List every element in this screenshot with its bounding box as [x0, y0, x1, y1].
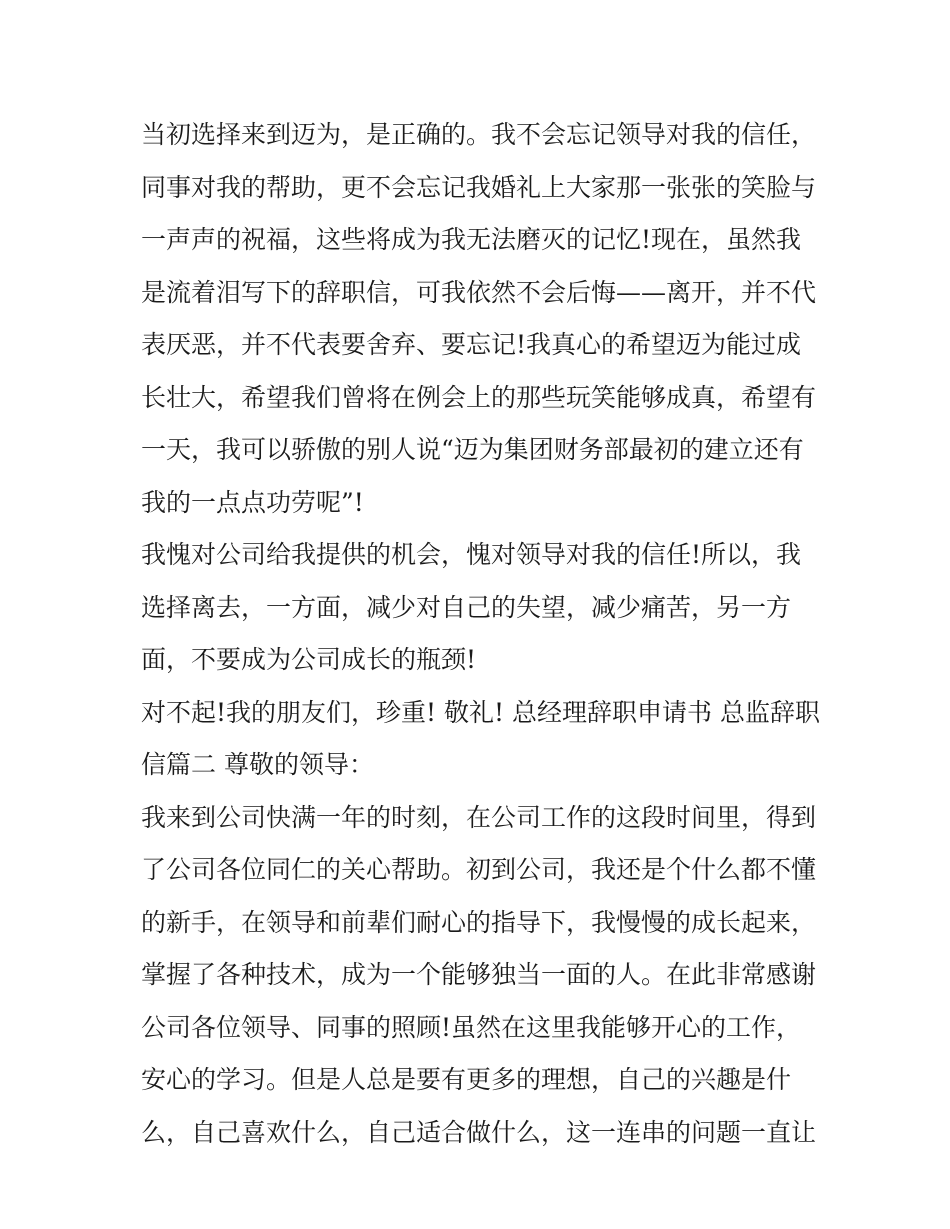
text-line: 面，不要成为公司成长的瓶颈! — [141, 645, 477, 674]
text-line: 是流着泪写下的辞职信，可我依然不会后悔——离开，并不代 — [141, 277, 817, 307]
text-line: 我来到公司快满一年的时刻，在公司工作的这段时间里，得到 — [141, 802, 817, 832]
text-line: 我的一点点功劳呢”! — [141, 487, 364, 517]
text-line: 了公司各位同仁的关心帮助。初到公司，我还是个什么都不懂 — [141, 855, 817, 884]
text-line: 掌握了各种技术，成为一个能够独当一面的人。在此非常感谢 — [141, 960, 817, 989]
text-line: 公司各位领导、同事的照顾!虽然在这里我能够开心的工作， — [141, 1012, 802, 1042]
text-line: 当初选择来到迈为，是正确的。我不会忘记领导对我的信任， — [141, 120, 817, 149]
text-line: 对不起!我的朋友们，珍重! 敬礼! 总经理辞职申请书 总监辞职 — [141, 697, 820, 727]
text-line: 的新手，在领导和前辈们耐心的指导下，我慢慢的成长起来， — [141, 907, 817, 937]
document-body — [141, 109, 821, 1159]
text-line: 选择离去，一方面，减少对自己的失望，减少痛苦，另一方 — [141, 592, 792, 622]
text-line: 信篇二 尊敬的领导： — [141, 750, 374, 779]
text-line: 一声声的祝福，这些将成为我无法磨灭的记忆!现在，虽然我 — [141, 225, 802, 254]
text-line: 长壮大，希望我们曾将在例会上的那些玩笑能够成真，希望有 — [141, 382, 817, 412]
text-line: 同事对我的帮助，更不会忘记我婚礼上大家那一张张的笑脸与 — [141, 172, 817, 202]
text-line: 表厌恶，并不代表要舍弃、要忘记!我真心的希望迈为能过成 — [141, 330, 802, 359]
text-line: 我愧对公司给我提供的机会，愧对领导对我的信任!所以，我 — [141, 540, 802, 569]
text-line: 一天，我可以骄傲的别人说“迈为集团财务部最初的建立还有 — [141, 435, 804, 464]
text-line: 么，自己喜欢什么，自己适合做什么，这一连串的问题一直让 — [141, 1117, 817, 1147]
text-line: 安心的学习。但是人总是要有更多的理想，自己的兴趣是什 — [141, 1065, 792, 1094]
